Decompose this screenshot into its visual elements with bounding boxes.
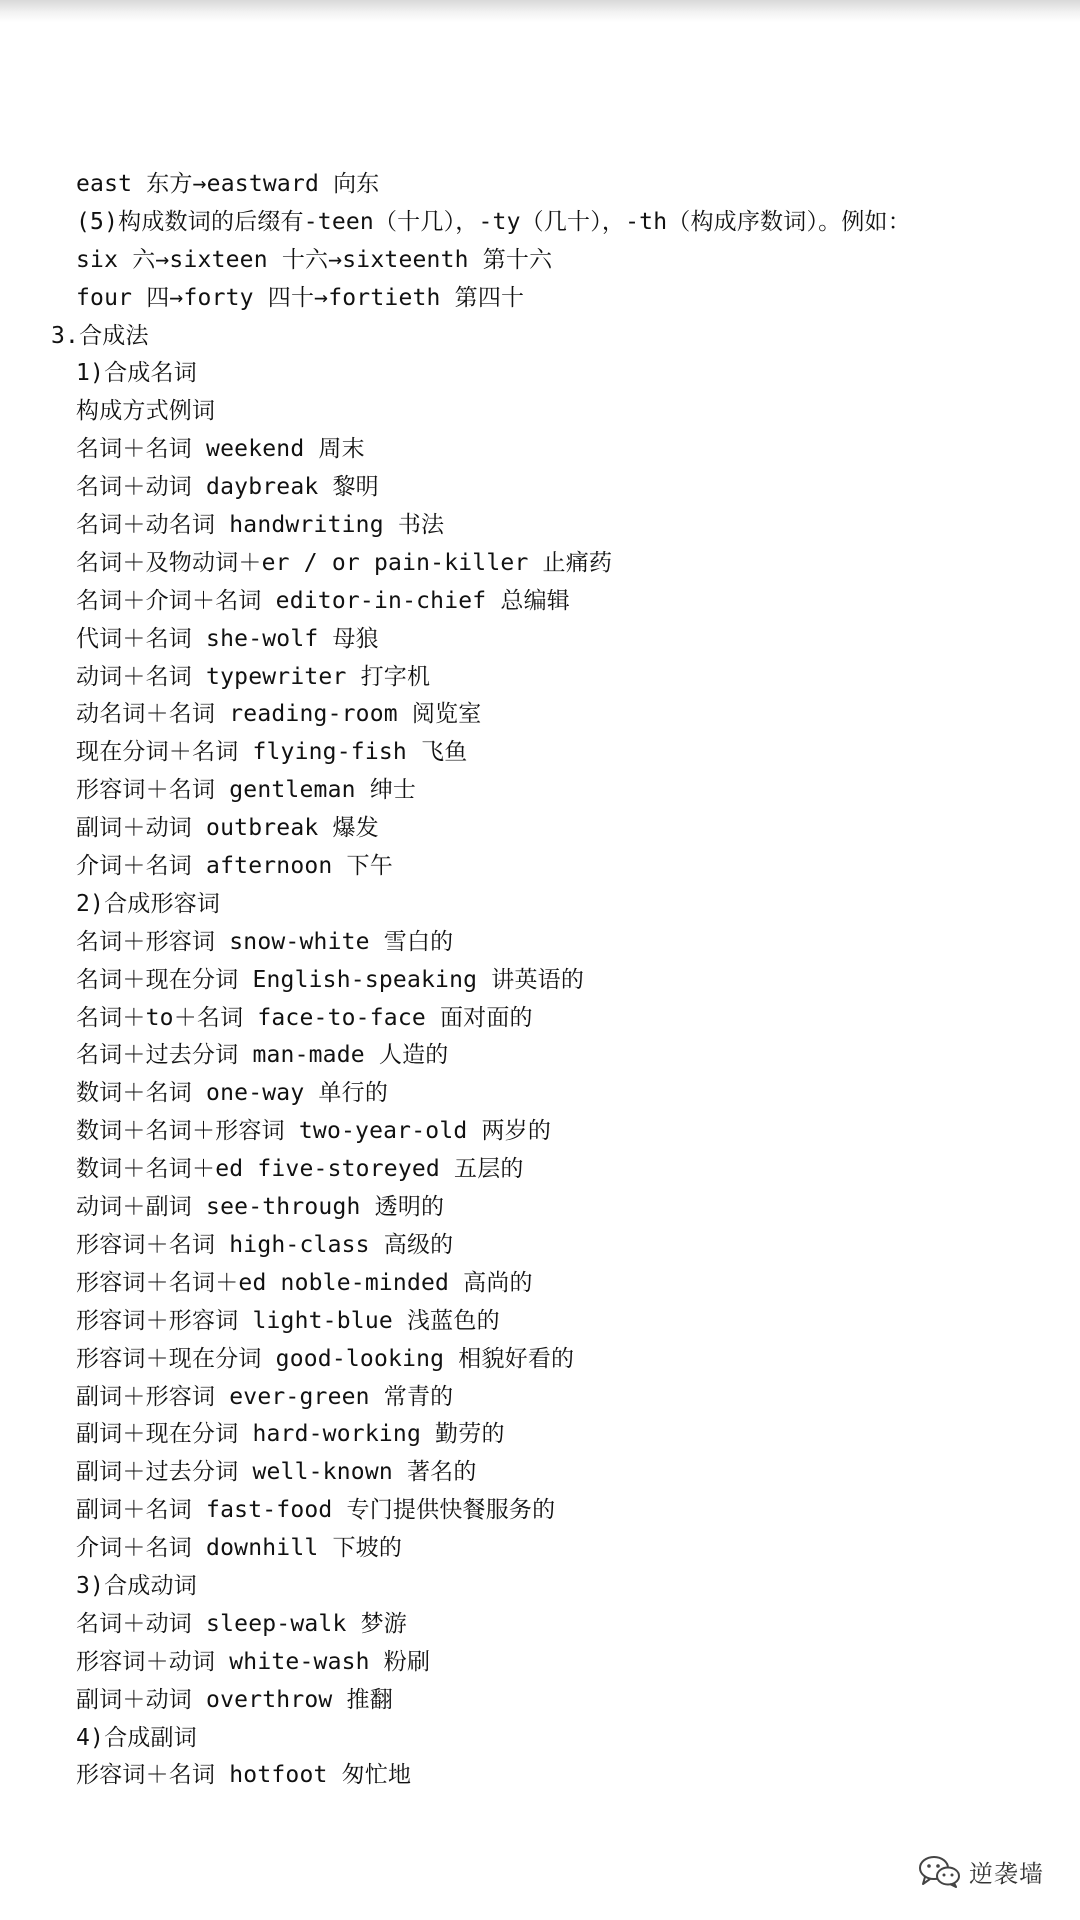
text-line: 代词＋名词 she-wolf 母狼 [76,625,379,652]
text-line: 动词＋名词 typewriter 打字机 [76,663,431,690]
text-line: 介词＋名词 downhill 下坡的 [76,1535,403,1562]
watermark [917,1851,1044,1891]
text-line: 名词＋介词＋名词 editor-in-chief 总编辑 [76,587,571,614]
text-line: (5)构成数词的后缀有-teen（十几），-ty（几十），-th（构成序数词）。例如： [76,208,911,235]
text-line: east 东方→eastward 向东 [76,171,380,197]
text-line: 动名词＋名词 reading-room 阅览室 [76,701,482,728]
text-line: 1)合成名词 [76,360,197,387]
text-line: 形容词＋名词 high-class 高级的 [76,1231,454,1258]
text-line: 副词＋形容词 ever-green 常青的 [76,1383,454,1410]
text-line: 形容词＋名词＋ed noble-minded 高尚的 [76,1269,533,1296]
text-line: 数词＋名词＋ed five-storeyed 五层的 [76,1156,524,1183]
text-line: 数词＋名词＋形容词 two-year-old 两岁的 [76,1118,552,1145]
text-line: four 四→forty 四十→fortieth 第四十 [76,284,525,311]
text-line: 形容词＋动词 white-wash 粉刷 [76,1648,431,1675]
wechat-icon [917,1854,961,1888]
text-line: 名词＋动词 sleep-walk 梦游 [76,1610,407,1637]
text-line: 3)合成动词 [76,1572,197,1599]
text-line: 2)合成形容词 [76,890,221,917]
text-line: 副词＋过去分词 well-known 著名的 [76,1459,477,1486]
watermark-text: 逆袭墙 [969,1859,1044,1888]
text-line: 名词＋to＋名词 face-to-face 面对面的 [76,1004,533,1031]
text-line: 动词＋副词 see-through 透明的 [76,1194,445,1221]
section-heading: 3.合成法 [51,322,149,349]
text-line: 现在分词＋名词 flying-fish 飞鱼 [76,739,468,766]
text-line: 副词＋名词 fast-food 专门提供快餐服务的 [76,1497,556,1524]
text-line: 副词＋动词 overthrow 推翻 [76,1686,393,1713]
text-line: 介词＋名词 afternoon 下午 [76,853,393,880]
text-line: 副词＋现在分词 hard-working 勤劳的 [76,1421,505,1448]
text-line: 名词＋名词 weekend 周末 [76,436,365,463]
text-line: 名词＋及物动词＋er / or pain-killer 止痛药 [76,549,613,576]
text-line: 名词＋动名词 handwriting 书法 [76,512,445,539]
text-line: 形容词＋现在分词 good-looking 相貌好看的 [76,1345,575,1372]
text-line: 构成方式例词 [76,398,216,425]
text-line: 数词＋名词 one-way 单行的 [76,1080,389,1107]
text-line: six 六→sixteen 十六→sixteenth 第十六 [76,246,553,273]
text-line: 形容词＋名词 gentleman 绅士 [76,777,417,804]
document-body [0,166,1080,1795]
text-line: 名词＋形容词 snow-white 雪白的 [76,928,454,955]
text-line: 副词＋动词 outbreak 爆发 [76,815,379,842]
text-line: 名词＋现在分词 English-speaking 讲英语的 [76,966,585,993]
text-line: 4)合成副词 [76,1724,197,1751]
text-line: 形容词＋名词 hotfoot 匆忙地 [76,1762,412,1789]
text-line: 形容词＋形容词 light-blue 浅蓝色的 [76,1307,500,1334]
top-shadow [0,0,1080,22]
text-line: 名词＋过去分词 man-made 人造的 [76,1042,449,1069]
text-line: 名词＋动词 daybreak 黎明 [76,474,379,501]
